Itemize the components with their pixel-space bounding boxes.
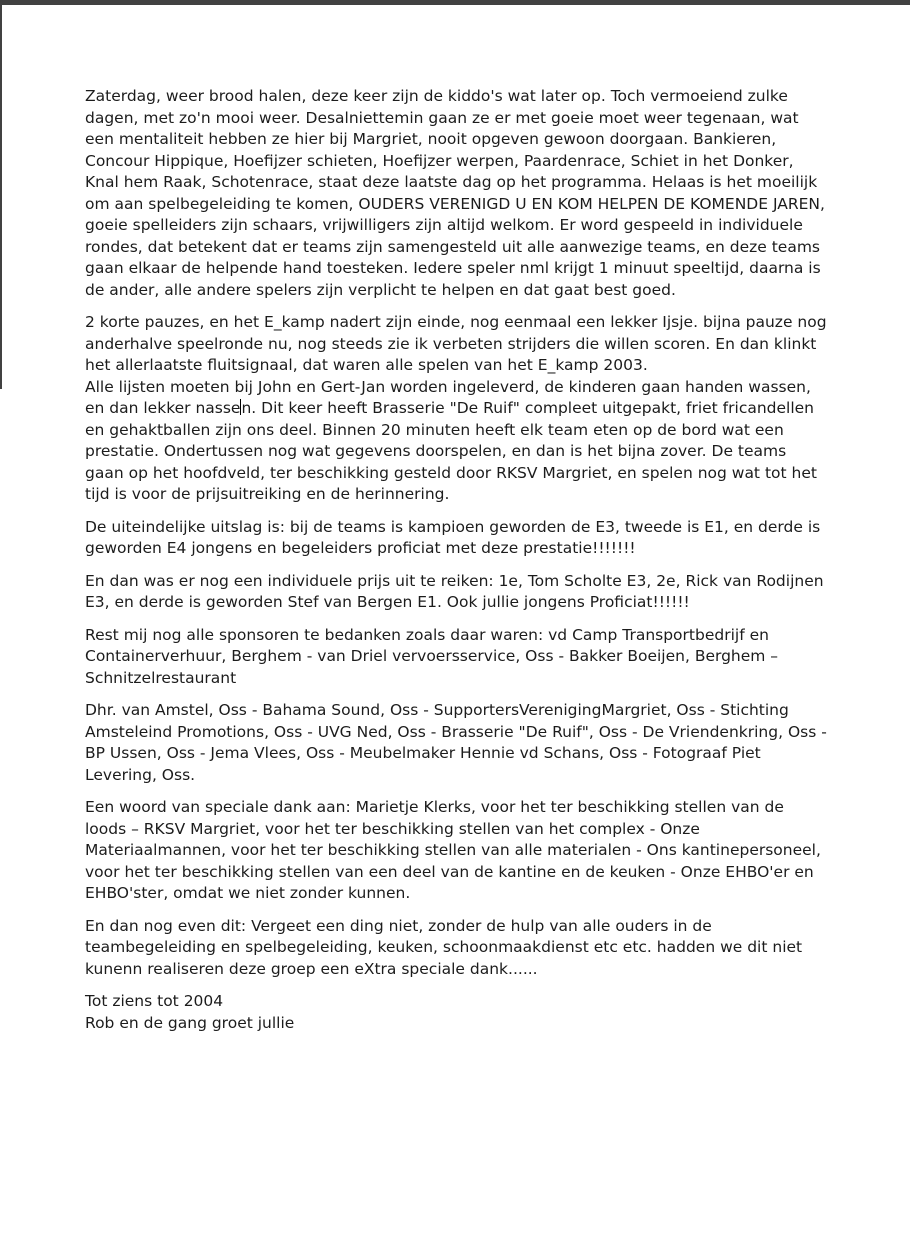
paragraph-slotwoord[interactable]: En dan nog even dit: Vergeet een ding niet, zonder de hulp van alle ouders in de teambegeleiding en spelbegeleiding, keuken, schoonmaakdienst etc etc. hadden we dit niet kunenn realiseren deze groep een eXtra speciale dank...... xyxy=(85,916,803,978)
document-body[interactable] xyxy=(85,86,827,1045)
paragraph-text: 2 korte pauzes, en het E_kamp nadert zijn einde, nog eenmaal een lekker Ijsje. bijna pauze nog anderhalve speelronde nu, nog steeds zie ik verbeten strijders die willen scoren. En dan klinkt het allerlaatste fluitsignaal, dat waren alle spelen van het E_kamp 2003. xyxy=(85,313,827,374)
window-left-edge xyxy=(0,0,2,389)
paragraph-uitslag[interactable]: De uiteindelijke uitslag is: bij de teams is kampioen geworden de E3, tweede is E1, en derde is geworden E4 jongens en begeleiders proficiat met deze prestatie!!!!!!! xyxy=(85,517,821,557)
paragraph-text: Alle lijsten moeten bij John en Gert-Jan worden ingeleverd, de kinderen gaan handen wassen, en dan lekker nasse xyxy=(85,377,811,417)
paragraph-sponsoren-2[interactable]: Dhr. van Amstel, Oss - Bahama Sound, Oss - SupportersVerenigingMargriet, Oss - Stichting Amsteleind Promotions, Oss - UVG Ned, Oss - Brasserie "De Ruif", Oss - De Vriendenkring, Oss - BP Ussen, Oss - Jema Vlees, Oss - Meubelmaker Hennie vd Schans, Oss - Fotograaf Piet Levering, Oss. xyxy=(85,701,827,784)
paragraph-intro[interactable]: Zaterdag, weer brood halen, deze keer zijn de kiddo's wat later op. Toch vermoeiend zulke dagen, met zo'n mooi weer. Desalniettemin gaan ze er met goeie moet weer tegenaan, wat een mentaliteit hebben ze hier bij Margriet, nooit opgeven gewoon doorgaan. Bankieren, Concour Hippique, Hoefijzer schieten, Hoefijzer werpen, Paardenrace, Schiet in het Donker, Knal hem Raak, Schotenrace, staat deze laatste dag op het programma. Helaas is het moeilijk om aan spelbegeleiding te komen, OUDERS VERENIGD U EN KOM HELPEN DE KOMENDE JAREN, goeie spelleiders zijn schaars, vrijwilligers zijn altijd welkom. Er word gespeeld in individuele rondes, dat betekent dat er teams zijn samengesteld uit alle aanwezige teams, en deze teams gaan elkaar de helpende hand toesteken. Iedere speler nml krijgt 1 minuut speeltijd, daarna is de ander, alle andere spelers zijn verplicht te helpen en dat gaat best goed. xyxy=(85,87,825,299)
window-top-edge xyxy=(0,0,910,5)
paragraph-sponsoren-1[interactable]: Rest mij nog alle sponsoren te bedanken zoals daar waren: vd Camp Transportbedrijf en Containerverhuur, Berghem - van Driel vervoersservice, Oss - Bakker Boeijen, Berghem – Schnitzelrestaurant xyxy=(85,625,779,687)
paragraph-speciale-dank[interactable]: Een woord van speciale dank aan: Marietje Klerks, voor het ter beschikking stellen van de loods – RKSV Margriet, voor het ter beschikking stellen van het complex - Onze Materiaalmannen, voor het ter beschikking stellen van alle materialen - Ons kantinepersoneel, voor het ter beschikking stellen van een deel van de kantine en de keuken - Onze EHBO'er en EHBO'ster, omdat we niet zonder kunnen. xyxy=(85,798,821,902)
paragraph-text: Tot ziens tot 2004 xyxy=(85,992,224,1010)
paragraph-kamp-einde[interactable] xyxy=(85,312,827,506)
paragraph-text: n. Dit keer heeft Brasserie "De Ruif" compleet uitgepakt, friet fricandellen en gehaktballen zijn ons deel. Binnen 20 minuten heeft elk team eten op de bord wat een prestatie. Ondertussen nog wat gegevens doorspelen, en dan is het bijna zover. De teams gaan op het hoofdveld, ter beschikking gesteld door RKSV Margriet, en spelen nog wat tot het tijd is voor de prijsuitreiking en de herinnering. xyxy=(85,399,817,503)
paragraph-individuele-prijs[interactable]: En dan was er nog een individuele prijs uit te reiken: 1e, Tom Scholte E3, 2e, Rick van Rodijnen E3, en derde is geworden Stef van Bergen E1. Ook jullie jongens Proficiat!!!!!! xyxy=(85,571,824,611)
paragraph-text: Rob en de gang groet jullie xyxy=(85,1013,295,1032)
paragraph-afscheid[interactable] xyxy=(85,991,827,1034)
